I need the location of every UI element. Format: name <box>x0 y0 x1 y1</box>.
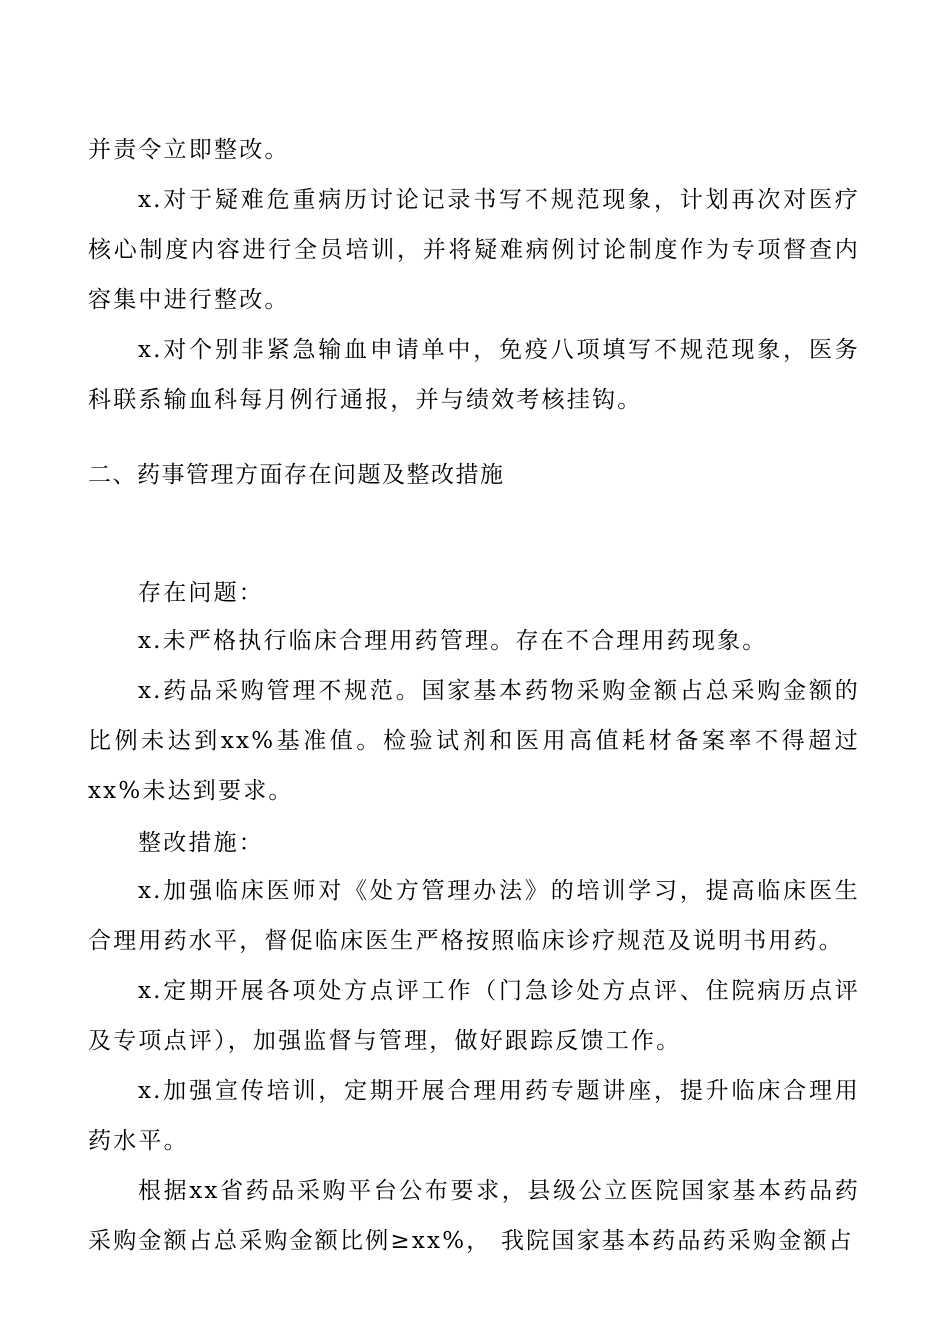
problem-item-1: x.未严格执行临床合理用药管理。存在不合理用药现象。 <box>138 628 768 654</box>
paragraph-difficult-case-discussion: x.对于疑难危重病历讨论记录书写不规范现象，计划再次对医疗核心制度内容进行全员培训，并将疑难病例讨论制度作为专项督查内容集中进行整改。 <box>88 187 860 313</box>
measure-item-2: x.定期开展各项处方点评工作（门急诊处方点评、住院病历点评及专项点评），加强监督与管理，做好跟踪反馈工作。 <box>88 978 860 1054</box>
paragraph-procurement-requirement: 根据xx省药品采购平台公布要求，县级公立医院国家基本药品药采购金额占总采购金额比例≥xx%， 我院国家基本药品药采购金额占 <box>88 1178 860 1254</box>
section-heading-pharmacy: 二、药事管理方面存在问题及整改措施 <box>88 462 505 488</box>
measure-item-3: x.加强宣传培训，定期开展合理用药专题讲座，提升临床合理用药水平。 <box>88 1078 860 1154</box>
problems-label: 存在问题： <box>138 580 264 606</box>
paragraph-continuation: 并责令立即整改。 <box>88 137 290 163</box>
measures-label: 整改措施： <box>138 830 264 856</box>
problem-item-2: x.药品采购管理不规范。国家基本药物采购金额占总采购金额的比例未达到xx%基准值。检验试剂和医用高值耗材备案率不得超过xx%未达到要求。 <box>88 678 860 804</box>
paragraph-blood-transfusion: x.对个别非紧急输血申请单中，免疫八项填写不规范现象，医务科联系输血科每月例行通报，并与绩效考核挂钩。 <box>88 337 860 413</box>
measure-item-1: x.加强临床医师对《处方管理办法》的培训学习，提高临床医生合理用药水平，督促临床医生严格按照临床诊疗规范及说明书用药。 <box>88 878 860 954</box>
